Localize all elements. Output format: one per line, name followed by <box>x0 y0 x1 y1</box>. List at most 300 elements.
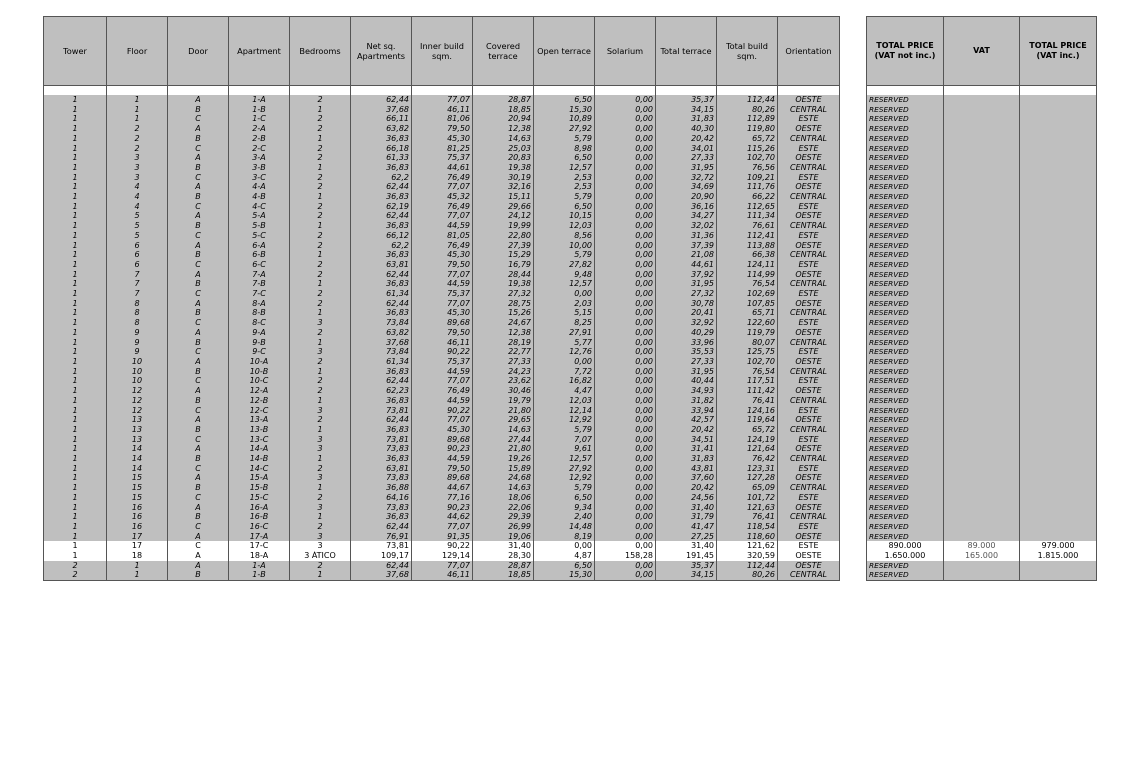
spacer-cell <box>717 86 778 96</box>
table-row <box>44 522 840 532</box>
table-cell: 0,00 <box>595 260 656 270</box>
table-header-row <box>44 17 840 86</box>
table-cell: 33,96 <box>656 338 717 348</box>
table-cell: 2 <box>290 153 351 163</box>
table-cell: 24,56 <box>656 493 717 503</box>
table-cell: A <box>168 211 229 221</box>
table-cell: 35,53 <box>656 347 717 357</box>
price-row <box>867 532 1097 542</box>
table-row <box>44 328 840 338</box>
table-cell: 112,41 <box>717 231 778 241</box>
price-cell: RESERVED <box>867 435 944 445</box>
table-cell: 34,27 <box>656 211 717 221</box>
table-cell: 0,00 <box>595 347 656 357</box>
table-cell: 1 <box>107 114 168 124</box>
table-cell: 77,07 <box>412 522 473 532</box>
table-cell: 10 <box>107 357 168 367</box>
table-cell: ESTE <box>778 318 840 328</box>
table-cell: 5,79 <box>534 425 595 435</box>
table-cell: C <box>168 144 229 154</box>
table-cell: 9 <box>107 338 168 348</box>
table-cell: CENTRAL <box>778 338 840 348</box>
table-cell: 1 <box>44 221 107 231</box>
table-cell: 2 <box>290 493 351 503</box>
table-cell: 36,83 <box>351 454 412 464</box>
table-cell: 8,56 <box>534 231 595 241</box>
table-cell: 2 <box>290 357 351 367</box>
spacer-cell <box>412 86 473 96</box>
table-cell: 36,83 <box>351 279 412 289</box>
table-cell: 65,72 <box>717 134 778 144</box>
table-row <box>44 483 840 493</box>
table-cell: 3 <box>290 473 351 483</box>
table-cell: 76,54 <box>717 367 778 377</box>
table-cell: CENTRAL <box>778 163 840 173</box>
table-cell: 8-A <box>229 299 290 309</box>
table-cell: 113,88 <box>717 241 778 251</box>
table-cell: 1 <box>107 105 168 115</box>
table-cell: 4-C <box>229 202 290 212</box>
table-cell: 36,83 <box>351 163 412 173</box>
table-cell: 3 <box>107 173 168 183</box>
table-cell: 66,22 <box>717 192 778 202</box>
table-cell: 112,89 <box>717 114 778 124</box>
price-cell: RESERVED <box>867 328 944 338</box>
table-cell: 27,25 <box>656 532 717 542</box>
table-cell: 3 <box>290 541 351 551</box>
price-cell: RESERVED <box>867 386 944 396</box>
table-cell: 27,44 <box>473 435 534 445</box>
table-cell: CENTRAL <box>778 308 840 318</box>
table-cell: 36,83 <box>351 192 412 202</box>
price-cell: RESERVED <box>867 454 944 464</box>
table-cell: A <box>168 473 229 483</box>
table-cell: 13 <box>107 425 168 435</box>
table-cell: A <box>168 153 229 163</box>
table-cell: 5,79 <box>534 134 595 144</box>
table-cell: 18-A <box>229 551 290 561</box>
table-cell: 31,41 <box>656 444 717 454</box>
table-cell: 1 <box>44 532 107 542</box>
table-cell: 1 <box>44 182 107 192</box>
table-cell: 40,29 <box>656 328 717 338</box>
table-cell: 2,53 <box>534 173 595 183</box>
table-cell: 80,07 <box>717 338 778 348</box>
table-row <box>44 163 840 173</box>
price-column-header: TOTAL PRICE (VAT inc.) <box>1020 17 1097 86</box>
vat-cell <box>944 289 1020 299</box>
table-cell: 1 <box>44 192 107 202</box>
table-cell: 27,92 <box>534 124 595 134</box>
table-cell: 30,19 <box>473 173 534 183</box>
price-inc-cell <box>1020 367 1097 377</box>
table-row <box>44 105 840 115</box>
table-cell: 122,60 <box>717 318 778 328</box>
table-cell: 6 <box>107 250 168 260</box>
table-cell: 1 <box>44 512 107 522</box>
table-row <box>44 367 840 377</box>
table-cell: 73,83 <box>351 444 412 454</box>
table-cell: 66,11 <box>351 114 412 124</box>
table-cell: 124,16 <box>717 406 778 416</box>
table-cell: 28,44 <box>473 270 534 280</box>
table-cell: 0,00 <box>595 221 656 231</box>
price-cell: RESERVED <box>867 163 944 173</box>
vat-cell <box>944 503 1020 513</box>
table-cell: 37,68 <box>351 570 412 580</box>
table-cell: 31,82 <box>656 396 717 406</box>
table-cell: 1-B <box>229 105 290 115</box>
price-header-row <box>867 17 1097 86</box>
table-cell: 0,00 <box>595 503 656 513</box>
table-cell: 73,81 <box>351 406 412 416</box>
table-cell: ESTE <box>778 347 840 357</box>
table-cell: B <box>168 192 229 202</box>
table-cell: 1 <box>44 144 107 154</box>
table-cell: 14-C <box>229 464 290 474</box>
table-cell: 62,44 <box>351 415 412 425</box>
table-cell: 5,79 <box>534 250 595 260</box>
table-cell: 19,06 <box>473 532 534 542</box>
table-cell: 12,92 <box>534 473 595 483</box>
price-cell: RESERVED <box>867 444 944 454</box>
table-cell: 119,79 <box>717 328 778 338</box>
table-cell: 34,93 <box>656 386 717 396</box>
table-cell: 0,00 <box>595 338 656 348</box>
price-inc-cell <box>1020 124 1097 134</box>
price-cell: RESERVED <box>867 134 944 144</box>
table-cell: CENTRAL <box>778 454 840 464</box>
table-cell: ESTE <box>778 522 840 532</box>
table-cell: 21,80 <box>473 444 534 454</box>
table-cell: 1 <box>290 221 351 231</box>
table-cell: 76,41 <box>717 396 778 406</box>
table-cell: 10 <box>107 376 168 386</box>
table-cell: 101,72 <box>717 493 778 503</box>
table-cell: 10,89 <box>534 114 595 124</box>
price-row <box>867 250 1097 260</box>
table-cell: B <box>168 308 229 318</box>
table-cell: B <box>168 338 229 348</box>
price-row <box>867 367 1097 377</box>
table-row <box>44 270 840 280</box>
price-inc-cell <box>1020 173 1097 183</box>
price-inc-cell <box>1020 182 1097 192</box>
table-cell: 1 <box>290 570 351 580</box>
vat-cell <box>944 376 1020 386</box>
table-cell: 112,44 <box>717 95 778 105</box>
table-cell: 90,23 <box>412 444 473 454</box>
table-cell: 36,83 <box>351 308 412 318</box>
table-row <box>44 532 840 542</box>
table-cell: 77,07 <box>412 299 473 309</box>
table-cell: 2 <box>290 522 351 532</box>
table-cell: 3 <box>107 163 168 173</box>
table-cell: ESTE <box>778 541 840 551</box>
table-cell: 14,63 <box>473 425 534 435</box>
table-cell: OESTE <box>778 532 840 542</box>
table-cell: 7,07 <box>534 435 595 445</box>
table-row <box>44 541 840 551</box>
price-cell: RESERVED <box>867 570 944 580</box>
table-cell: 1-C <box>229 114 290 124</box>
table-cell: 22,77 <box>473 347 534 357</box>
table-cell: 16,82 <box>534 376 595 386</box>
table-cell: 10,15 <box>534 211 595 221</box>
price-inc-cell <box>1020 250 1097 260</box>
table-cell: OESTE <box>778 473 840 483</box>
price-inc-cell <box>1020 512 1097 522</box>
table-cell: 15,89 <box>473 464 534 474</box>
column-header: Net sq. Apartments <box>351 17 412 86</box>
table-cell: 17-A <box>229 532 290 542</box>
vat-cell <box>944 318 1020 328</box>
table-cell: 76,56 <box>717 163 778 173</box>
price-row <box>867 279 1097 289</box>
table-cell: OESTE <box>778 95 840 105</box>
price-cell: RESERVED <box>867 357 944 367</box>
table-row <box>44 503 840 513</box>
price-row <box>867 318 1097 328</box>
table-row <box>44 551 840 561</box>
vat-cell <box>944 250 1020 260</box>
table-cell: CENTRAL <box>778 192 840 202</box>
table-cell: 14,63 <box>473 134 534 144</box>
table-cell: 1 <box>44 114 107 124</box>
table-cell: OESTE <box>778 270 840 280</box>
table-cell: OESTE <box>778 211 840 221</box>
table-cell: 80,26 <box>717 105 778 115</box>
table-cell: 0,00 <box>595 144 656 154</box>
price-cell: RESERVED <box>867 493 944 503</box>
table-cell: 0,00 <box>534 541 595 551</box>
price-row <box>867 415 1097 425</box>
table-cell: C <box>168 376 229 386</box>
table-cell: 89,68 <box>412 473 473 483</box>
table-cell: 79,50 <box>412 328 473 338</box>
table-cell: 18 <box>107 551 168 561</box>
price-inc-cell <box>1020 328 1097 338</box>
table-cell: 13 <box>107 435 168 445</box>
price-cell: RESERVED <box>867 231 944 241</box>
table-cell: 31,40 <box>473 541 534 551</box>
vat-cell <box>944 532 1020 542</box>
price-row <box>867 493 1097 503</box>
vat-cell <box>944 493 1020 503</box>
table-cell: OESTE <box>778 241 840 251</box>
vat-cell <box>944 144 1020 154</box>
table-cell: 12 <box>107 386 168 396</box>
price-cell: RESERVED <box>867 561 944 571</box>
price-inc-cell <box>1020 338 1097 348</box>
table-cell: 16 <box>107 522 168 532</box>
table-cell: 27,92 <box>534 464 595 474</box>
price-row <box>867 173 1097 183</box>
table-cell: 118,54 <box>717 522 778 532</box>
table-cell: 1 <box>290 105 351 115</box>
table-cell: 79,50 <box>412 124 473 134</box>
table-cell: 1 <box>290 425 351 435</box>
table-cell: 34,15 <box>656 570 717 580</box>
table-cell: 5-B <box>229 221 290 231</box>
table-cell: 1 <box>44 241 107 251</box>
table-cell: 102,69 <box>717 289 778 299</box>
vat-cell <box>944 522 1020 532</box>
table-cell: 2 <box>290 114 351 124</box>
price-row <box>867 270 1097 280</box>
price-row <box>867 182 1097 192</box>
table-cell: 3 <box>290 503 351 513</box>
table-cell: 81,25 <box>412 144 473 154</box>
price-row <box>867 192 1097 202</box>
vat-cell <box>944 464 1020 474</box>
table-cell: 31,95 <box>656 279 717 289</box>
vat-cell <box>944 512 1020 522</box>
table-cell: 121,62 <box>717 541 778 551</box>
table-cell: 0,00 <box>595 435 656 445</box>
table-cell: 0,00 <box>595 105 656 115</box>
table-cell: 90,22 <box>412 406 473 416</box>
table-row <box>44 144 840 154</box>
table-cell: A <box>168 532 229 542</box>
table-cell: 0,00 <box>595 231 656 241</box>
table-cell: 44,59 <box>412 279 473 289</box>
table-cell: 0,00 <box>595 522 656 532</box>
table-cell: 76,91 <box>351 532 412 542</box>
table-cell: 77,07 <box>412 211 473 221</box>
table-cell: 1 <box>44 541 107 551</box>
table-cell: 0,00 <box>595 570 656 580</box>
table-cell: 62,44 <box>351 522 412 532</box>
price-inc-cell <box>1020 483 1097 493</box>
column-header: Solarium <box>595 17 656 86</box>
table-cell: 1 <box>44 503 107 513</box>
table-row <box>44 241 840 251</box>
table-cell: 7 <box>107 289 168 299</box>
table-cell: 24,23 <box>473 367 534 377</box>
table-cell: CENTRAL <box>778 105 840 115</box>
table-cell: B <box>168 570 229 580</box>
table-cell: 2 <box>290 464 351 474</box>
table-row <box>44 444 840 454</box>
price-cell: RESERVED <box>867 221 944 231</box>
price-cell: RESERVED <box>867 483 944 493</box>
price-row <box>867 338 1097 348</box>
table-cell: OESTE <box>778 182 840 192</box>
table-cell: 14 <box>107 454 168 464</box>
table-cell: 31,40 <box>656 503 717 513</box>
vat-cell <box>944 415 1020 425</box>
table-cell: 191,45 <box>656 551 717 561</box>
table-cell: 6 <box>107 260 168 270</box>
table-cell: A <box>168 182 229 192</box>
table-cell: ESTE <box>778 406 840 416</box>
table-cell: 14-A <box>229 444 290 454</box>
table-cell: ESTE <box>778 376 840 386</box>
price-inc-cell <box>1020 396 1097 406</box>
table-cell: 44,62 <box>412 512 473 522</box>
table-cell: OESTE <box>778 153 840 163</box>
table-cell: 0,00 <box>595 541 656 551</box>
price-cell: RESERVED <box>867 250 944 260</box>
spacer-cell <box>944 86 1020 96</box>
table-cell: 0,00 <box>595 386 656 396</box>
price-row <box>867 376 1097 386</box>
table-cell: 1 <box>44 493 107 503</box>
table-cell: C <box>168 493 229 503</box>
table-cell: 30,78 <box>656 299 717 309</box>
table-cell: 2 <box>290 182 351 192</box>
table-row <box>44 406 840 416</box>
table-cell: 2,03 <box>534 299 595 309</box>
spacer-cell <box>778 86 840 96</box>
column-header: Total build sqm. <box>717 17 778 86</box>
table-cell: B <box>168 163 229 173</box>
table-cell: 16-B <box>229 512 290 522</box>
table-cell: 89,68 <box>412 318 473 328</box>
table-cell: 0,00 <box>595 512 656 522</box>
table-cell: 1 <box>44 163 107 173</box>
table-cell: 63,81 <box>351 464 412 474</box>
table-cell: 18,85 <box>473 105 534 115</box>
price-row <box>867 241 1097 251</box>
column-header: Covered terrace <box>473 17 534 86</box>
table-cell: 1 <box>290 163 351 173</box>
table-cell: 158,28 <box>595 551 656 561</box>
table-row <box>44 211 840 221</box>
table-cell: 1 <box>44 279 107 289</box>
table-cell: 31,79 <box>656 512 717 522</box>
price-inc-cell <box>1020 163 1097 173</box>
vat-cell <box>944 134 1020 144</box>
vat-cell <box>944 231 1020 241</box>
price-cell: RESERVED <box>867 211 944 221</box>
table-cell: 2 <box>290 241 351 251</box>
table-cell: 9-C <box>229 347 290 357</box>
table-cell: 77,16 <box>412 493 473 503</box>
table-cell: 0,00 <box>595 415 656 425</box>
vat-cell <box>944 202 1020 212</box>
table-cell: 32,92 <box>656 318 717 328</box>
table-cell: 40,30 <box>656 124 717 134</box>
table-cell: 0,00 <box>595 241 656 251</box>
table-cell: 9-B <box>229 338 290 348</box>
table-cell: 1 <box>44 211 107 221</box>
table-cell: A <box>168 551 229 561</box>
table-cell: 14-B <box>229 454 290 464</box>
price-row <box>867 260 1097 270</box>
table-cell: 27,33 <box>656 357 717 367</box>
table-cell: 9-A <box>229 328 290 338</box>
table-cell: 1 <box>290 338 351 348</box>
table-cell: C <box>168 435 229 445</box>
price-cell: RESERVED <box>867 114 944 124</box>
table-cell: 1 <box>44 260 107 270</box>
table-row <box>44 308 840 318</box>
table-cell: 46,11 <box>412 105 473 115</box>
table-cell: 22,80 <box>473 231 534 241</box>
table-cell: 2 <box>290 328 351 338</box>
table-cell: 32,02 <box>656 221 717 231</box>
table-cell: 0,00 <box>595 328 656 338</box>
table-cell: 20,41 <box>656 308 717 318</box>
table-cell: 76,49 <box>412 202 473 212</box>
table-row <box>44 376 840 386</box>
table-cell: 12,57 <box>534 454 595 464</box>
table-row <box>44 464 840 474</box>
table-cell: 37,68 <box>351 105 412 115</box>
table-cell: OESTE <box>778 561 840 571</box>
